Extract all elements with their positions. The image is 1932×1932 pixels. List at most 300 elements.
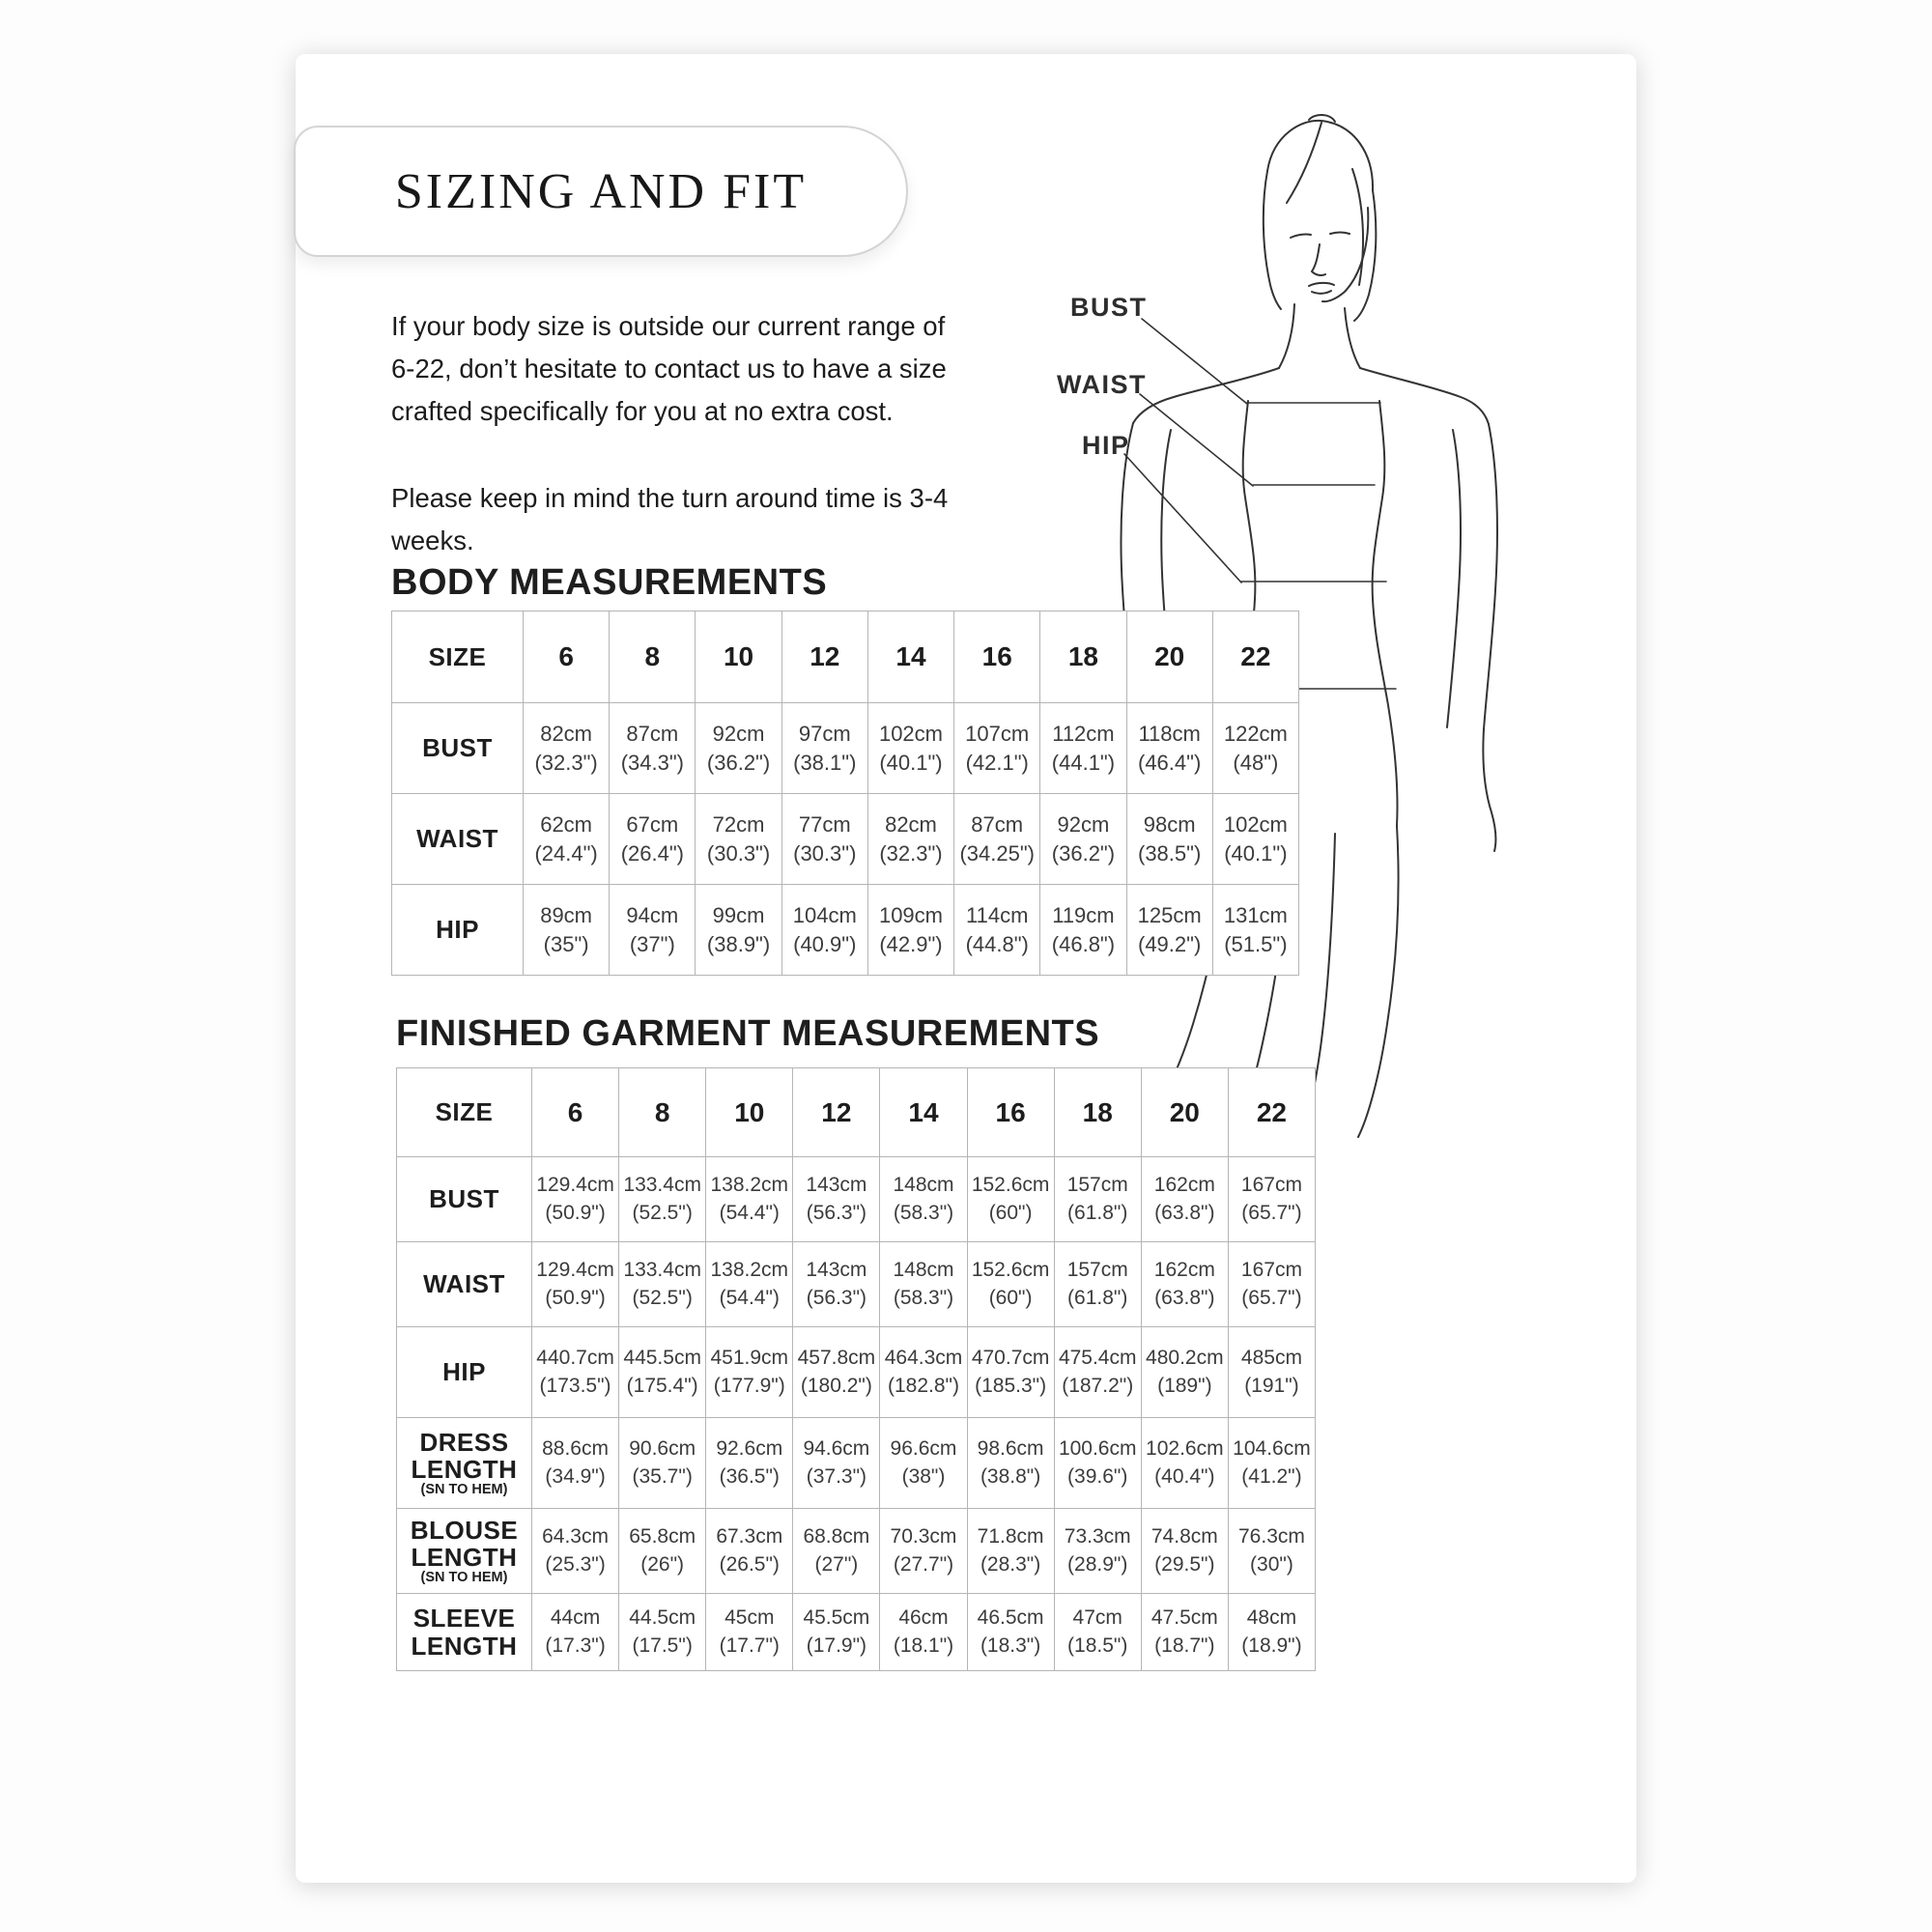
value-inches: (32.3") bbox=[534, 750, 598, 775]
value-inches: (44.1") bbox=[1051, 750, 1116, 775]
value-cm: 143cm bbox=[806, 1174, 867, 1197]
row-label: HIP bbox=[392, 885, 524, 976]
table-cell bbox=[619, 1242, 706, 1327]
value-inches: (27") bbox=[814, 1552, 859, 1576]
table-cell bbox=[532, 1327, 619, 1418]
table-cell bbox=[1040, 794, 1126, 885]
figure-hair bbox=[1267, 121, 1373, 190]
size-column-header: 12 bbox=[793, 1068, 880, 1157]
value-inches: (37") bbox=[629, 931, 675, 956]
value-inches: (38") bbox=[901, 1464, 946, 1488]
value-inches: (26.4") bbox=[620, 840, 684, 866]
value-cm: 162cm bbox=[1153, 1174, 1215, 1197]
table-cell bbox=[524, 703, 610, 794]
table-cell bbox=[696, 794, 781, 885]
value-cm: 440.7cm bbox=[536, 1347, 614, 1370]
size-column-header: 10 bbox=[696, 611, 781, 703]
table-cell bbox=[1054, 1327, 1141, 1418]
value-inches: (17.7") bbox=[719, 1634, 780, 1657]
table-cell bbox=[1040, 885, 1126, 976]
table-cell bbox=[1054, 1594, 1141, 1671]
table-cell bbox=[793, 1509, 880, 1594]
table-cell bbox=[532, 1418, 619, 1509]
value-cm: 104cm bbox=[792, 902, 857, 927]
value-inches: (44.8") bbox=[965, 931, 1029, 956]
table-cell bbox=[1212, 794, 1298, 885]
value-cm: 44.5cm bbox=[629, 1606, 696, 1630]
size-column-header: 14 bbox=[867, 611, 953, 703]
value-inches: (38.5") bbox=[1138, 840, 1202, 866]
value-inches: (18.7") bbox=[1154, 1634, 1215, 1657]
table-cell bbox=[867, 794, 953, 885]
table-cell bbox=[524, 885, 610, 976]
size-column-header: 18 bbox=[1054, 1068, 1141, 1157]
value-inches: (36.2") bbox=[1051, 840, 1116, 866]
value-cm: 104.6cm bbox=[1233, 1437, 1311, 1461]
table-cell bbox=[1054, 1157, 1141, 1242]
table-cell bbox=[1054, 1242, 1141, 1327]
table-cell bbox=[524, 794, 610, 885]
table-cell bbox=[610, 885, 696, 976]
value-inches: (36.5") bbox=[719, 1464, 780, 1488]
table-cell bbox=[706, 1157, 793, 1242]
value-cm: 45.5cm bbox=[803, 1606, 870, 1630]
hip-pointer-line bbox=[1124, 454, 1241, 582]
waist-pointer-line bbox=[1140, 394, 1253, 486]
size-column-header: 16 bbox=[967, 1068, 1054, 1157]
table-cell bbox=[1126, 703, 1212, 794]
value-cm: 102cm bbox=[878, 721, 943, 746]
value-cm: 112cm bbox=[1052, 721, 1115, 746]
value-inches: (50.9") bbox=[545, 1201, 606, 1224]
value-cm: 77cm bbox=[798, 811, 851, 837]
row-label: HIP bbox=[397, 1327, 532, 1418]
table-cell bbox=[696, 885, 781, 976]
body-measurements-table bbox=[391, 611, 1299, 976]
value-inches: (65.7") bbox=[1241, 1201, 1302, 1224]
value-inches: (189") bbox=[1157, 1374, 1212, 1397]
value-inches: (54.4") bbox=[719, 1201, 780, 1224]
table-cell bbox=[967, 1327, 1054, 1418]
value-inches: (18.3") bbox=[980, 1634, 1041, 1657]
size-column-header: 8 bbox=[619, 1068, 706, 1157]
value-cm: 152.6cm bbox=[971, 1259, 1050, 1282]
table-cell bbox=[954, 794, 1040, 885]
value-cm: 98cm bbox=[1143, 811, 1196, 837]
value-inches: (18.5") bbox=[1067, 1634, 1128, 1657]
table-cell bbox=[1054, 1418, 1141, 1509]
value-inches: (17.5") bbox=[632, 1634, 693, 1657]
table-cell bbox=[1228, 1327, 1315, 1418]
table-cell bbox=[967, 1157, 1054, 1242]
body-measurements-heading: BODY MEASUREMENTS bbox=[391, 562, 828, 603]
table-cell bbox=[880, 1242, 967, 1327]
table-cell bbox=[706, 1418, 793, 1509]
value-inches: (36.2") bbox=[706, 750, 771, 775]
value-cm: 122cm bbox=[1223, 721, 1288, 746]
value-cm: 90.6cm bbox=[629, 1437, 696, 1461]
table-cell bbox=[1040, 703, 1126, 794]
value-cm: 451.9cm bbox=[710, 1347, 789, 1370]
table-cell bbox=[619, 1157, 706, 1242]
value-inches: (32.3") bbox=[879, 840, 943, 866]
value-cm: 65.8cm bbox=[629, 1525, 696, 1548]
value-inches: (58.3") bbox=[893, 1201, 954, 1224]
value-inches: (60") bbox=[988, 1286, 1033, 1309]
value-inches: (50.9") bbox=[545, 1286, 606, 1309]
table-cell bbox=[793, 1327, 880, 1418]
value-inches: (38.8") bbox=[980, 1464, 1041, 1488]
sizing-sheet-card bbox=[296, 54, 1636, 1883]
table-cell bbox=[880, 1509, 967, 1594]
value-inches: (58.3") bbox=[893, 1286, 954, 1309]
value-cm: 167cm bbox=[1240, 1174, 1302, 1197]
table-cell bbox=[880, 1594, 967, 1671]
value-inches: (29.5") bbox=[1154, 1552, 1215, 1576]
table-cell bbox=[954, 885, 1040, 976]
garment-measurements-heading: FINISHED GARMENT MEASUREMENTS bbox=[396, 1013, 1100, 1054]
table-cell bbox=[867, 885, 953, 976]
garment-measurements-table bbox=[396, 1067, 1316, 1671]
table-cell bbox=[880, 1418, 967, 1509]
row-label: WAIST bbox=[397, 1242, 532, 1327]
value-cm: 96.6cm bbox=[890, 1437, 957, 1461]
table-cell bbox=[706, 1327, 793, 1418]
table-cell bbox=[706, 1242, 793, 1327]
value-inches: (180.2") bbox=[800, 1374, 872, 1397]
table-cell bbox=[793, 1157, 880, 1242]
value-inches: (56.3") bbox=[806, 1201, 867, 1224]
table-cell bbox=[967, 1242, 1054, 1327]
table-cell bbox=[1212, 885, 1298, 976]
size-column-header: 20 bbox=[1141, 1068, 1228, 1157]
table-cell bbox=[781, 885, 867, 976]
value-cm: 114cm bbox=[966, 902, 1029, 927]
value-cm: 47cm bbox=[1072, 1606, 1122, 1630]
value-cm: 480.2cm bbox=[1146, 1347, 1224, 1370]
value-inches: (34.3") bbox=[620, 750, 684, 775]
value-cm: 68.8cm bbox=[803, 1525, 870, 1548]
table-cell bbox=[781, 703, 867, 794]
value-inches: (28.9") bbox=[1067, 1552, 1128, 1576]
size-column-header: 22 bbox=[1228, 1068, 1315, 1157]
value-inches: (30.3") bbox=[706, 840, 771, 866]
value-cm: 94.6cm bbox=[803, 1437, 870, 1461]
table-cell bbox=[619, 1594, 706, 1671]
value-cm: 47.5cm bbox=[1151, 1606, 1218, 1630]
value-inches: (34.25") bbox=[959, 840, 1035, 866]
value-cm: 143cm bbox=[806, 1259, 867, 1282]
value-inches: (39.6") bbox=[1067, 1464, 1128, 1488]
value-inches: (185.3") bbox=[975, 1374, 1047, 1397]
value-cm: 64.3cm bbox=[542, 1525, 609, 1548]
table-cell bbox=[1141, 1242, 1228, 1327]
value-inches: (40.4") bbox=[1154, 1464, 1215, 1488]
value-cm: 157cm bbox=[1066, 1259, 1128, 1282]
value-cm: 102cm bbox=[1223, 811, 1288, 837]
size-column-header: 12 bbox=[781, 611, 867, 703]
table-row bbox=[392, 885, 1299, 976]
value-cm: 152.6cm bbox=[971, 1174, 1050, 1197]
value-inches: (17.3") bbox=[545, 1634, 606, 1657]
value-cm: 133.4cm bbox=[623, 1174, 701, 1197]
table-cell bbox=[1228, 1242, 1315, 1327]
table-cell bbox=[1141, 1594, 1228, 1671]
value-cm: 71.8cm bbox=[977, 1525, 1044, 1548]
value-inches: (42.1") bbox=[965, 750, 1029, 775]
value-cm: 457.8cm bbox=[797, 1347, 876, 1370]
row-sublabel: (SN TO HEM) bbox=[420, 1569, 508, 1585]
value-cm: 131cm bbox=[1223, 902, 1288, 927]
value-cm: 48cm bbox=[1246, 1606, 1297, 1630]
figure-face bbox=[1322, 208, 1368, 301]
size-column-header: 18 bbox=[1040, 611, 1126, 703]
title-pill bbox=[294, 126, 908, 257]
value-cm: 138.2cm bbox=[710, 1259, 789, 1282]
size-column-header: 6 bbox=[524, 611, 610, 703]
row-label: BLOUSE LENGTH (SN TO HEM) bbox=[397, 1509, 532, 1594]
table-cell bbox=[610, 703, 696, 794]
value-inches: (28.3") bbox=[980, 1552, 1041, 1576]
size-column-header: 6 bbox=[532, 1068, 619, 1157]
value-cm: 87cm bbox=[971, 811, 1024, 837]
table-cell bbox=[880, 1157, 967, 1242]
table-cell bbox=[967, 1418, 1054, 1509]
value-inches: (24.4") bbox=[534, 840, 598, 866]
value-inches: (35.7") bbox=[632, 1464, 693, 1488]
value-cm: 82cm bbox=[540, 721, 592, 746]
value-cm: 148cm bbox=[893, 1174, 954, 1197]
value-inches: (26") bbox=[640, 1552, 685, 1576]
value-inches: (30.3") bbox=[793, 840, 857, 866]
value-inches: (34.9") bbox=[545, 1464, 606, 1488]
value-cm: 87cm bbox=[626, 721, 679, 746]
row-label: WAIST bbox=[392, 794, 524, 885]
value-cm: 125cm bbox=[1137, 902, 1202, 927]
value-inches: (63.8") bbox=[1154, 1286, 1215, 1309]
value-cm: 99cm bbox=[712, 902, 765, 927]
table-cell bbox=[1141, 1509, 1228, 1594]
value-inches: (177.9") bbox=[713, 1374, 785, 1397]
row-label: BUST bbox=[397, 1157, 532, 1242]
value-cm: 109cm bbox=[878, 902, 943, 927]
table-cell bbox=[1141, 1418, 1228, 1509]
table-cell bbox=[1212, 703, 1298, 794]
value-inches: (25.3") bbox=[545, 1552, 606, 1576]
value-inches: (40.1") bbox=[1224, 840, 1288, 866]
value-cm: 118cm bbox=[1138, 721, 1201, 746]
size-column-header: 22 bbox=[1212, 611, 1298, 703]
value-inches: (17.9") bbox=[806, 1634, 867, 1657]
value-inches: (61.8") bbox=[1067, 1286, 1128, 1309]
table-row bbox=[397, 1242, 1316, 1327]
size-row-label: SIZE bbox=[392, 611, 524, 703]
value-cm: 167cm bbox=[1240, 1259, 1302, 1282]
table-cell bbox=[619, 1327, 706, 1418]
table-cell bbox=[532, 1242, 619, 1327]
row-label: DRESS LENGTH (SN TO HEM) bbox=[397, 1418, 532, 1509]
table-cell bbox=[696, 703, 781, 794]
table-cell bbox=[1228, 1594, 1315, 1671]
value-cm: 445.5cm bbox=[623, 1347, 701, 1370]
value-inches: (46.4") bbox=[1138, 750, 1202, 775]
table-row bbox=[397, 1418, 1316, 1509]
value-inches: (42.9") bbox=[879, 931, 943, 956]
table-cell bbox=[1126, 885, 1212, 976]
table-cell bbox=[793, 1418, 880, 1509]
table-cell bbox=[967, 1509, 1054, 1594]
value-cm: 107cm bbox=[965, 721, 1030, 746]
value-cm: 45cm bbox=[724, 1606, 775, 1630]
value-cm: 73.3cm bbox=[1064, 1525, 1131, 1548]
table-row bbox=[397, 1594, 1316, 1671]
value-cm: 72cm bbox=[712, 811, 765, 837]
table-cell bbox=[781, 794, 867, 885]
value-inches: (35") bbox=[543, 931, 589, 956]
value-cm: 148cm bbox=[893, 1259, 954, 1282]
value-inches: (175.4") bbox=[626, 1374, 698, 1397]
table-row bbox=[397, 1509, 1316, 1594]
value-inches: (46.8") bbox=[1051, 931, 1116, 956]
value-cm: 89cm bbox=[540, 902, 592, 927]
value-cm: 82cm bbox=[885, 811, 937, 837]
table-cell bbox=[867, 703, 953, 794]
value-inches: (54.4") bbox=[719, 1286, 780, 1309]
table-cell bbox=[793, 1242, 880, 1327]
value-cm: 92cm bbox=[712, 721, 765, 746]
value-cm: 94cm bbox=[626, 902, 679, 927]
table-cell bbox=[1126, 794, 1212, 885]
value-cm: 100.6cm bbox=[1058, 1437, 1137, 1461]
figure-bust-label: BUST bbox=[1070, 293, 1148, 322]
value-inches: (38.1") bbox=[793, 750, 857, 775]
table-cell bbox=[610, 794, 696, 885]
value-inches: (173.5") bbox=[539, 1374, 611, 1397]
value-cm: 464.3cm bbox=[884, 1347, 963, 1370]
value-cm: 92.6cm bbox=[716, 1437, 783, 1461]
row-label: BUST bbox=[392, 703, 524, 794]
table-cell bbox=[1228, 1509, 1315, 1594]
table-row bbox=[392, 703, 1299, 794]
value-inches: (182.8") bbox=[887, 1374, 959, 1397]
table-cell bbox=[532, 1157, 619, 1242]
value-inches: (40.1") bbox=[879, 750, 943, 775]
size-column-header: 10 bbox=[706, 1068, 793, 1157]
value-cm: 162cm bbox=[1153, 1259, 1215, 1282]
value-cm: 74.8cm bbox=[1151, 1525, 1218, 1548]
value-inches: (52.5") bbox=[632, 1201, 693, 1224]
value-inches: (41.2") bbox=[1241, 1464, 1302, 1488]
table-cell bbox=[706, 1509, 793, 1594]
value-inches: (187.2") bbox=[1062, 1374, 1134, 1397]
table-cell bbox=[954, 703, 1040, 794]
value-cm: 44cm bbox=[550, 1606, 601, 1630]
table-cell bbox=[1054, 1509, 1141, 1594]
value-cm: 138.2cm bbox=[710, 1174, 789, 1197]
table-cell bbox=[1141, 1157, 1228, 1242]
table-cell bbox=[1228, 1157, 1315, 1242]
value-cm: 470.7cm bbox=[971, 1347, 1050, 1370]
value-inches: (18.1") bbox=[893, 1634, 954, 1657]
table-cell bbox=[967, 1594, 1054, 1671]
table-cell bbox=[532, 1594, 619, 1671]
value-cm: 97cm bbox=[798, 721, 851, 746]
value-inches: (65.7") bbox=[1241, 1286, 1302, 1309]
value-cm: 129.4cm bbox=[536, 1174, 614, 1197]
size-column-header: 20 bbox=[1126, 611, 1212, 703]
value-inches: (37.3") bbox=[806, 1464, 867, 1488]
value-inches: (60") bbox=[988, 1201, 1033, 1224]
value-cm: 475.4cm bbox=[1058, 1347, 1137, 1370]
size-header-row bbox=[397, 1068, 1316, 1157]
value-cm: 88.6cm bbox=[542, 1437, 609, 1461]
table-cell bbox=[619, 1418, 706, 1509]
page-title: SIZING AND FIT bbox=[394, 163, 808, 219]
table-cell bbox=[706, 1594, 793, 1671]
value-cm: 129.4cm bbox=[536, 1259, 614, 1282]
value-inches: (18.9") bbox=[1241, 1634, 1302, 1657]
table-cell bbox=[532, 1509, 619, 1594]
value-cm: 46.5cm bbox=[977, 1606, 1044, 1630]
figure-waist-label: WAIST bbox=[1057, 370, 1147, 399]
table-cell bbox=[1141, 1327, 1228, 1418]
value-cm: 76.3cm bbox=[1238, 1525, 1305, 1548]
value-cm: 133.4cm bbox=[623, 1259, 701, 1282]
table-row bbox=[392, 794, 1299, 885]
value-cm: 157cm bbox=[1066, 1174, 1128, 1197]
row-sublabel: (SN TO HEM) bbox=[420, 1481, 508, 1497]
row-label: SLEEVE LENGTH bbox=[397, 1594, 532, 1671]
turnaround-paragraph: Please keep in mind the turn around time is 3-4 weeks. bbox=[391, 483, 949, 555]
size-column-header: 14 bbox=[880, 1068, 967, 1157]
size-column-header: 8 bbox=[610, 611, 696, 703]
size-column-header: 16 bbox=[954, 611, 1040, 703]
value-cm: 70.3cm bbox=[890, 1525, 957, 1548]
value-inches: (26.5") bbox=[719, 1552, 780, 1576]
value-inches: (51.5") bbox=[1224, 931, 1288, 956]
value-inches: (52.5") bbox=[632, 1286, 693, 1309]
size-row-label: SIZE bbox=[397, 1068, 532, 1157]
value-inches: (27.7") bbox=[893, 1552, 954, 1576]
value-inches: (56.3") bbox=[806, 1286, 867, 1309]
value-inches: (61.8") bbox=[1067, 1201, 1128, 1224]
value-cm: 67.3cm bbox=[716, 1525, 783, 1548]
table-cell bbox=[793, 1594, 880, 1671]
table-cell bbox=[619, 1509, 706, 1594]
size-header-row bbox=[392, 611, 1299, 703]
table-cell bbox=[880, 1327, 967, 1418]
value-cm: 92cm bbox=[1057, 811, 1110, 837]
value-inches: (191") bbox=[1244, 1374, 1299, 1397]
value-cm: 102.6cm bbox=[1146, 1437, 1224, 1461]
figure-hip-label: HIP bbox=[1082, 431, 1130, 460]
table-row bbox=[397, 1327, 1316, 1418]
value-cm: 46cm bbox=[898, 1606, 949, 1630]
value-cm: 98.6cm bbox=[977, 1437, 1044, 1461]
value-inches: (30") bbox=[1250, 1552, 1293, 1576]
table-row bbox=[397, 1157, 1316, 1242]
value-inches: (49.2") bbox=[1138, 931, 1202, 956]
value-inches: (38.9") bbox=[706, 931, 771, 956]
value-cm: 119cm bbox=[1052, 902, 1115, 927]
value-inches: (48") bbox=[1233, 750, 1279, 775]
value-inches: (40.9") bbox=[793, 931, 857, 956]
value-cm: 485cm bbox=[1240, 1347, 1302, 1370]
intro-paragraph: If your body size is outside our current range of 6-22, don’t hesitate to contact us to have a size crafted specifically for you at no extra cost. bbox=[391, 311, 947, 426]
value-cm: 62cm bbox=[540, 811, 592, 837]
table-cell bbox=[1228, 1418, 1315, 1509]
value-inches: (63.8") bbox=[1154, 1201, 1215, 1224]
